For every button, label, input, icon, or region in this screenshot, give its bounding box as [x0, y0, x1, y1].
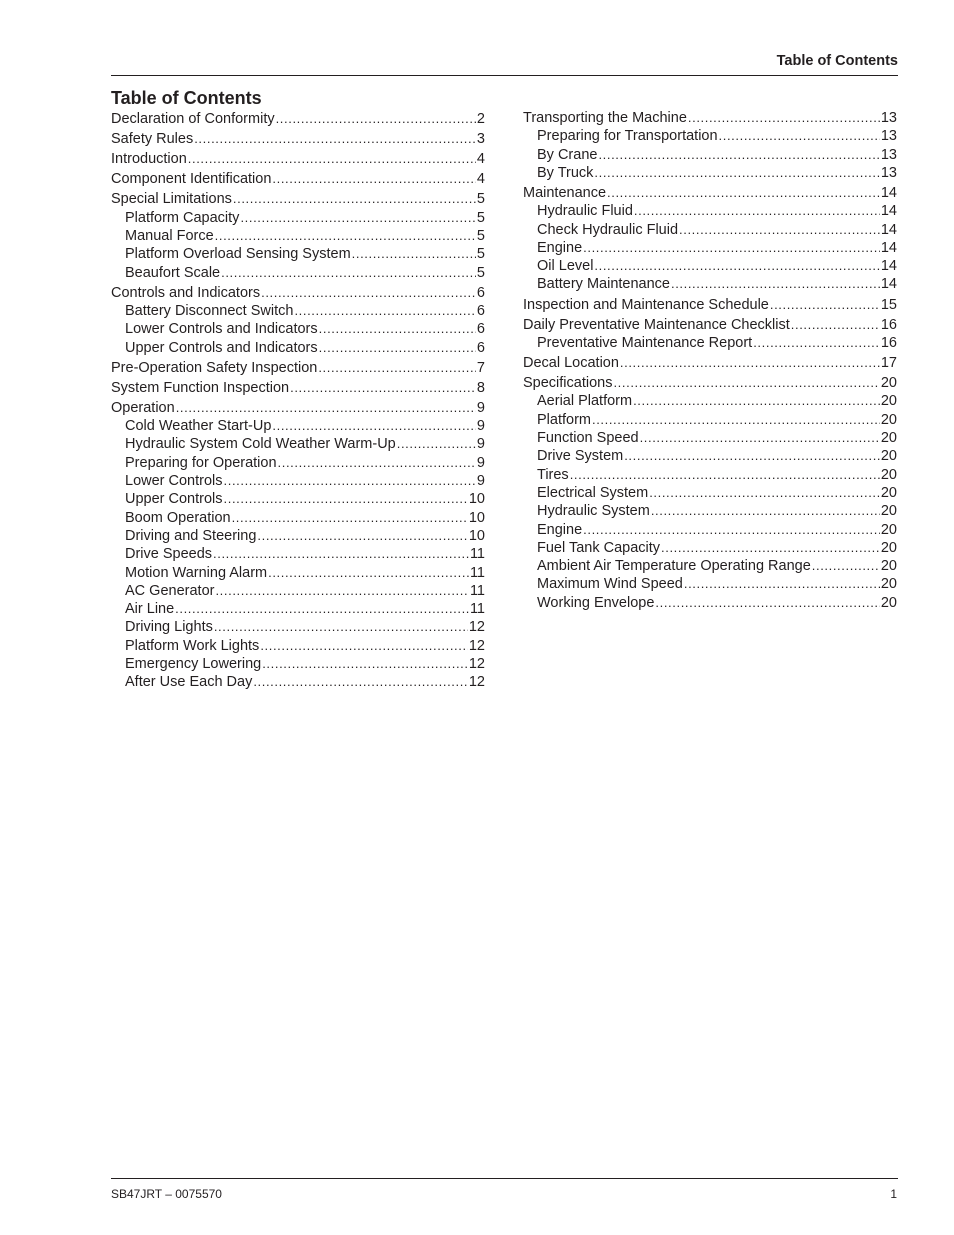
dot-leader [260, 637, 468, 655]
toc-column-left [111, 110, 485, 692]
toc-entry-page: 5 [476, 227, 485, 244]
toc-entry-page: 14 [880, 276, 897, 293]
toc-entry-page: 20 [880, 448, 897, 465]
toc-entry-title: Platform [537, 411, 591, 428]
toc-entry[interactable] [523, 447, 897, 465]
toc-entry-title: Hydraulic Fluid [537, 203, 633, 220]
toc-entry[interactable] [111, 302, 485, 320]
toc-entry-page: 13 [880, 128, 897, 145]
toc-entry-title: After Use Each Day [125, 674, 253, 691]
dot-leader [278, 454, 476, 472]
toc-entry-page: 5 [476, 191, 485, 208]
toc-entry-page: 9 [476, 436, 485, 453]
toc-entry[interactable] [111, 399, 485, 417]
dot-leader [583, 239, 880, 257]
toc-entry-title: System Function Inspection [111, 379, 290, 396]
toc-entry-page: 5 [476, 209, 485, 226]
dot-leader [176, 399, 476, 417]
toc-entry-page: 20 [880, 521, 897, 538]
toc-entry-title: Preparing for Transportation [537, 128, 718, 145]
toc-entry-page: 12 [468, 655, 485, 672]
toc-entry-page: 13 [880, 146, 897, 163]
toc-entry-page: 15 [880, 296, 897, 313]
dot-leader [753, 334, 880, 352]
toc-entry[interactable] [111, 209, 485, 227]
toc-entry[interactable] [523, 557, 897, 575]
toc-entry-page: 14 [880, 203, 897, 220]
toc-entry[interactable] [523, 334, 897, 352]
toc-entry[interactable] [111, 472, 485, 490]
dot-leader [655, 594, 879, 612]
dot-leader [624, 447, 880, 465]
dot-leader [175, 600, 469, 618]
toc-entry-title: By Truck [537, 164, 594, 181]
footer-rule [111, 1178, 898, 1179]
dot-leader [592, 411, 880, 429]
toc-column-right [523, 109, 897, 612]
toc-entry-page: 8 [476, 379, 485, 396]
toc-entry-page: 14 [880, 184, 897, 201]
toc-entry-page: 7 [476, 359, 485, 376]
toc-entry[interactable] [523, 221, 897, 239]
dot-leader [318, 359, 476, 377]
toc-entry-page: 5 [476, 264, 485, 281]
toc-entry[interactable] [111, 245, 485, 263]
dot-leader [649, 484, 880, 502]
dot-leader [812, 557, 880, 575]
toc-entry-page: 2 [476, 111, 485, 127]
toc-entry-title: Hydraulic System Cold Weather Warm-Up [125, 436, 396, 453]
toc-entry-title: Special Limitations [111, 191, 232, 208]
toc-entry[interactable] [523, 239, 897, 257]
toc-entry[interactable] [111, 637, 485, 655]
dot-leader [257, 527, 467, 545]
toc-entry[interactable] [111, 190, 485, 208]
toc-entry-title: Ambient Air Temperature Operating Range [537, 558, 811, 575]
toc-entry-title: Preparing for Operation [125, 454, 277, 471]
dot-leader [679, 221, 880, 239]
toc-entry-title: Motion Warning Alarm [125, 564, 268, 581]
toc-entry[interactable] [523, 502, 897, 520]
toc-entry-page: 10 [468, 509, 485, 526]
toc-entry[interactable] [523, 127, 897, 145]
toc-entry-page: 20 [880, 375, 897, 392]
toc-entry-title: Upper Controls and Indicators [125, 339, 318, 356]
dot-leader [594, 164, 879, 182]
toc-entry-page: 6 [476, 302, 485, 319]
dot-leader [253, 673, 468, 691]
toc-entry-title: Platform Overload Sensing System [125, 246, 351, 263]
dot-leader [352, 245, 476, 263]
toc-entry[interactable] [523, 354, 897, 372]
toc-entry[interactable] [111, 618, 485, 636]
toc-entry[interactable] [523, 484, 897, 502]
dot-leader [594, 257, 879, 275]
dot-leader [261, 284, 476, 302]
dot-leader [633, 392, 880, 410]
toc-entry[interactable] [111, 564, 485, 582]
toc-entry[interactable] [523, 296, 897, 314]
toc-entry-page: 12 [468, 619, 485, 636]
toc-entry-page: 20 [880, 576, 897, 593]
footer-document-id: SB47JRT – 0075570 [111, 1187, 222, 1201]
toc-entry-title: Platform Capacity [125, 209, 240, 226]
toc-entry-title: Platform Work Lights [125, 637, 260, 654]
toc-entry[interactable] [111, 673, 485, 691]
toc-entry-title: Oil Level [537, 258, 594, 275]
toc-entry-page: 20 [880, 539, 897, 556]
toc-entry-title: Emergency Lowering [125, 655, 262, 672]
dot-leader [224, 472, 476, 490]
toc-entry-page: 20 [880, 558, 897, 575]
dot-leader [215, 582, 468, 600]
toc-entry[interactable] [111, 227, 485, 245]
dot-leader [194, 130, 476, 148]
toc-entry-page: 14 [880, 239, 897, 256]
dot-leader [620, 354, 880, 372]
toc-entry-page: 20 [880, 411, 897, 428]
toc-entry[interactable] [523, 374, 897, 392]
toc-entry-title: Beaufort Scale [125, 264, 221, 281]
dot-leader [651, 502, 880, 520]
toc-entry[interactable] [111, 110, 485, 128]
toc-entry[interactable] [111, 527, 485, 545]
toc-entry-page: 20 [880, 393, 897, 410]
dot-leader [791, 316, 880, 334]
toc-entry-title: Safety Rules [111, 131, 194, 148]
toc-entry[interactable] [111, 417, 485, 435]
dot-leader [294, 302, 475, 320]
toc-entry-title: Tires [537, 466, 569, 483]
dot-leader [272, 417, 476, 435]
toc-entry-title: Engine [537, 239, 583, 256]
dot-leader [583, 521, 880, 539]
dot-leader [268, 564, 469, 582]
dot-leader [719, 127, 880, 145]
dot-leader [213, 545, 469, 563]
toc-entry[interactable] [111, 339, 485, 357]
toc-entry-title: Maintenance [523, 184, 607, 201]
toc-entry-page: 11 [469, 601, 485, 618]
toc-entry-page: 9 [476, 473, 485, 490]
toc-entry-page: 3 [476, 131, 485, 148]
toc-entry-page: 5 [476, 246, 485, 263]
toc-entry[interactable] [111, 379, 485, 397]
toc-entry-page: 12 [468, 637, 485, 654]
toc-entry-page: 16 [880, 334, 897, 351]
dot-leader [570, 466, 880, 484]
dot-leader [232, 509, 468, 527]
toc-entry[interactable] [523, 146, 897, 164]
dot-leader [613, 374, 879, 392]
toc-entry[interactable] [111, 435, 485, 453]
dot-leader [319, 339, 476, 357]
dot-leader [397, 435, 476, 453]
toc-entry[interactable] [523, 164, 897, 182]
toc-entry-title: Aerial Platform [537, 393, 633, 410]
dot-leader [262, 655, 468, 673]
toc-entry-title: Lower Controls [125, 473, 223, 490]
dot-leader [598, 146, 879, 164]
toc-entry-page: 9 [476, 418, 485, 435]
dot-leader [684, 575, 880, 593]
toc-entry[interactable] [523, 521, 897, 539]
toc-entry-page: 20 [880, 594, 897, 611]
toc-entry-title: Boom Operation [125, 509, 231, 526]
toc-entry-page: 13 [880, 110, 897, 126]
toc-entry[interactable] [111, 582, 485, 600]
toc-entry[interactable] [523, 429, 897, 447]
footer-page-number: 1 [890, 1187, 897, 1201]
toc-entry-title: Driving Lights [125, 619, 213, 636]
dot-leader [221, 264, 476, 282]
toc-entry-page: 20 [880, 503, 897, 520]
toc-entry-title: Inspection and Maintenance Schedule [523, 296, 769, 313]
toc-entry-page: 13 [880, 164, 897, 181]
toc-entry[interactable] [523, 466, 897, 484]
toc-entry[interactable] [111, 150, 485, 168]
toc-entry-page: 14 [880, 221, 897, 238]
toc-entry-page: 20 [880, 484, 897, 501]
dot-leader [661, 539, 880, 557]
dot-leader [319, 320, 476, 338]
toc-entry-title: Component Identification [111, 171, 272, 188]
toc-entry[interactable] [523, 109, 897, 127]
dot-leader [688, 109, 880, 127]
toc-entry-title: Transporting the Machine [523, 110, 687, 126]
toc-entry-title: By Crane [537, 146, 598, 163]
toc-entry-title: Air Line [125, 601, 175, 618]
toc-entry-title: Lower Controls and Indicators [125, 321, 318, 338]
toc-entry[interactable] [523, 275, 897, 293]
toc-entry-title: Manual Force [125, 227, 214, 244]
toc-entry-title: Specifications [523, 375, 613, 392]
toc-entry-title: Check Hydraulic Fluid [537, 221, 679, 238]
dot-leader [607, 184, 880, 202]
toc-entry[interactable] [523, 316, 897, 334]
dot-leader [671, 275, 880, 293]
toc-heading: Table of Contents [111, 88, 262, 108]
toc-entry[interactable] [523, 411, 897, 429]
toc-entry-title: Cold Weather Start-Up [125, 418, 272, 435]
toc-entry-title: Battery Maintenance [537, 276, 670, 293]
toc-entry-title: Drive Speeds [125, 546, 213, 563]
toc-entry[interactable] [111, 264, 485, 282]
toc-entry-title: Electrical System [537, 484, 649, 501]
toc-entry-title: Preventative Maintenance Report [537, 334, 753, 351]
toc-entry[interactable] [111, 509, 485, 527]
toc-entry-page: 20 [880, 466, 897, 483]
toc-entry-page: 17 [880, 355, 897, 372]
toc-entry-title: Drive System [537, 448, 624, 465]
toc-entry-title: Operation [111, 399, 175, 416]
dot-leader [770, 296, 880, 314]
toc-entry-title: Controls and Indicators [111, 284, 261, 301]
toc-entry-page: 16 [880, 316, 897, 333]
toc-entry[interactable] [111, 490, 485, 508]
toc-entry-page: 9 [476, 454, 485, 471]
toc-entry[interactable] [111, 320, 485, 338]
toc-entry-title: Battery Disconnect Switch [125, 302, 294, 319]
header-rule [111, 75, 898, 76]
dot-leader [640, 429, 880, 447]
toc-entry[interactable] [111, 545, 485, 563]
dot-leader [272, 170, 476, 188]
toc-entry-page: 11 [469, 582, 485, 599]
toc-entry[interactable] [111, 284, 485, 302]
toc-entry-title: Function Speed [537, 430, 639, 447]
toc-entry-page: 10 [468, 527, 485, 544]
toc-entry-title: Driving and Steering [125, 527, 257, 544]
toc-entry-title: Pre-Operation Safety Inspection [111, 359, 318, 376]
dot-leader [215, 227, 476, 245]
toc-entry-page: 6 [476, 284, 485, 301]
toc-entry[interactable] [111, 600, 485, 618]
toc-entry-title: Fuel Tank Capacity [537, 539, 661, 556]
toc-entry-page: 11 [469, 564, 485, 581]
toc-entry[interactable] [523, 392, 897, 410]
toc-entry-title: Introduction [111, 151, 187, 168]
toc-entry-page: 4 [476, 171, 485, 188]
toc-entry-page: 11 [469, 546, 485, 563]
toc-entry[interactable] [111, 130, 485, 148]
toc-entry-page: 6 [476, 339, 485, 356]
toc-entry[interactable] [523, 257, 897, 275]
toc-entry-title: Maximum Wind Speed [537, 576, 683, 593]
dot-leader [224, 490, 468, 508]
dot-leader [634, 202, 880, 220]
toc-entry[interactable] [523, 202, 897, 220]
dot-leader [214, 618, 468, 636]
toc-entry-page: 9 [476, 399, 485, 416]
dot-leader [188, 150, 476, 168]
dot-leader [240, 209, 475, 227]
toc-entry[interactable] [111, 454, 485, 472]
toc-entry-title: Declaration of Conformity [111, 111, 275, 127]
toc-entry-page: 14 [880, 258, 897, 275]
dot-leader [276, 110, 476, 128]
toc-entry-page: 10 [468, 491, 485, 508]
toc-entry[interactable] [111, 170, 485, 188]
toc-entry-page: 12 [468, 674, 485, 691]
toc-entry-title: Engine [537, 521, 583, 538]
toc-entry-title: Daily Preventative Maintenance Checklist [523, 316, 790, 333]
toc-entry-page: 6 [476, 321, 485, 338]
dot-leader [233, 190, 476, 208]
toc-entry[interactable] [523, 575, 897, 593]
toc-entry-page: 20 [880, 430, 897, 447]
toc-entry[interactable] [523, 184, 897, 202]
toc-entry[interactable] [111, 655, 485, 673]
toc-entry-title: Upper Controls [125, 491, 223, 508]
toc-entry[interactable] [111, 359, 485, 377]
toc-entry[interactable] [523, 594, 897, 612]
toc-entry[interactable] [523, 539, 897, 557]
toc-entry-page: 4 [476, 151, 485, 168]
toc-entry-title: Hydraulic System [537, 503, 650, 520]
dot-leader [290, 379, 476, 397]
toc-entry-title: Decal Location [523, 355, 619, 372]
toc-entry-title: AC Generator [125, 582, 215, 599]
toc-entry-title: Working Envelope [537, 594, 655, 611]
running-header-title: Table of Contents [776, 53, 898, 69]
